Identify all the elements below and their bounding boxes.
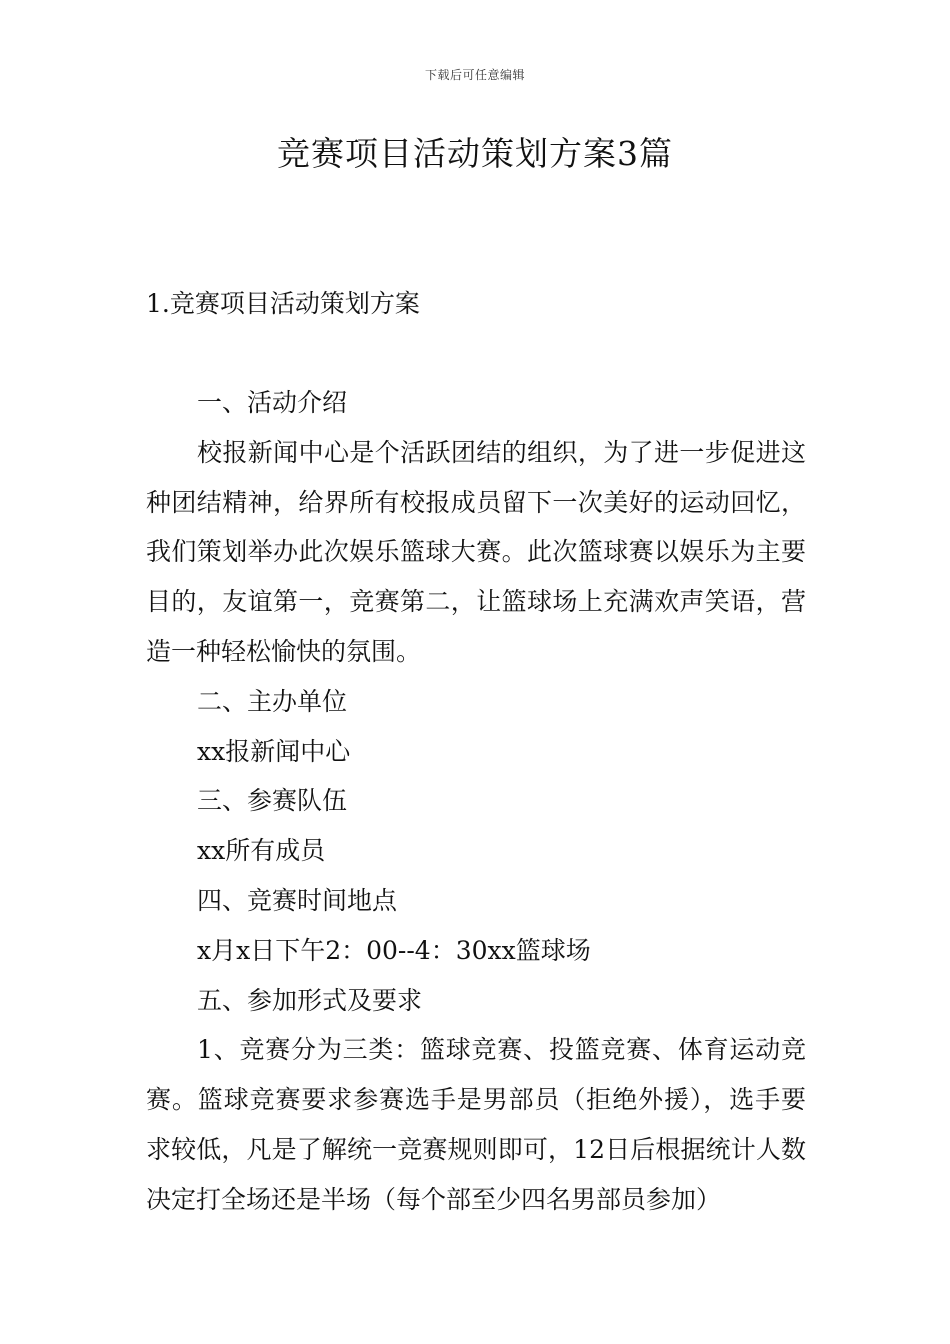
document-title: 竞赛项目活动策划方案3篇	[277, 134, 673, 173]
heading-organizer: 二、主办单位	[197, 686, 348, 716]
paragraph-format: 1、竞赛分为三类：篮球竞赛、投篮竞赛、体育运动竞赛。篮球竞赛要求参赛选手是男部员（拒绝外援），选手要求较低，凡是了解统一竞赛规则即可，12日后根据统计人数决定打全场还是半场（每个部至少四名男部员参加）	[146, 1035, 806, 1214]
heading-time-place: 四、竞赛时间地点	[197, 885, 398, 915]
heading-format: 五、参加形式及要求	[197, 985, 423, 1015]
heading-teams: 三、参赛队伍	[197, 786, 348, 816]
heading-activity-intro: 一、活动介绍	[197, 388, 348, 417]
section-title: 1.竞赛项目活动策划方案	[146, 289, 420, 318]
header-note: 下载后可任意编辑	[424, 68, 525, 82]
paragraph-teams: xx所有成员	[197, 836, 326, 866]
body-text	[146, 378, 806, 1225]
paragraph-intro: 校报新闻中心是个活跃团结的组织，为了进一步促进这种团结精神，给界所有校报成员留下一次美好的运动回忆，我们策划举办此次娱乐篮球大赛。此次篮球赛以娱乐为主要目的，友谊第一，竞赛第二，让篮球场上充满欢声笑语，营造一种轻松愉快的氛围。	[146, 437, 806, 666]
paragraph-organizer: xx报新闻中心	[197, 736, 351, 766]
paragraph-time-place: x月x日下午2：00--4：30xx篮球场	[197, 935, 591, 965]
